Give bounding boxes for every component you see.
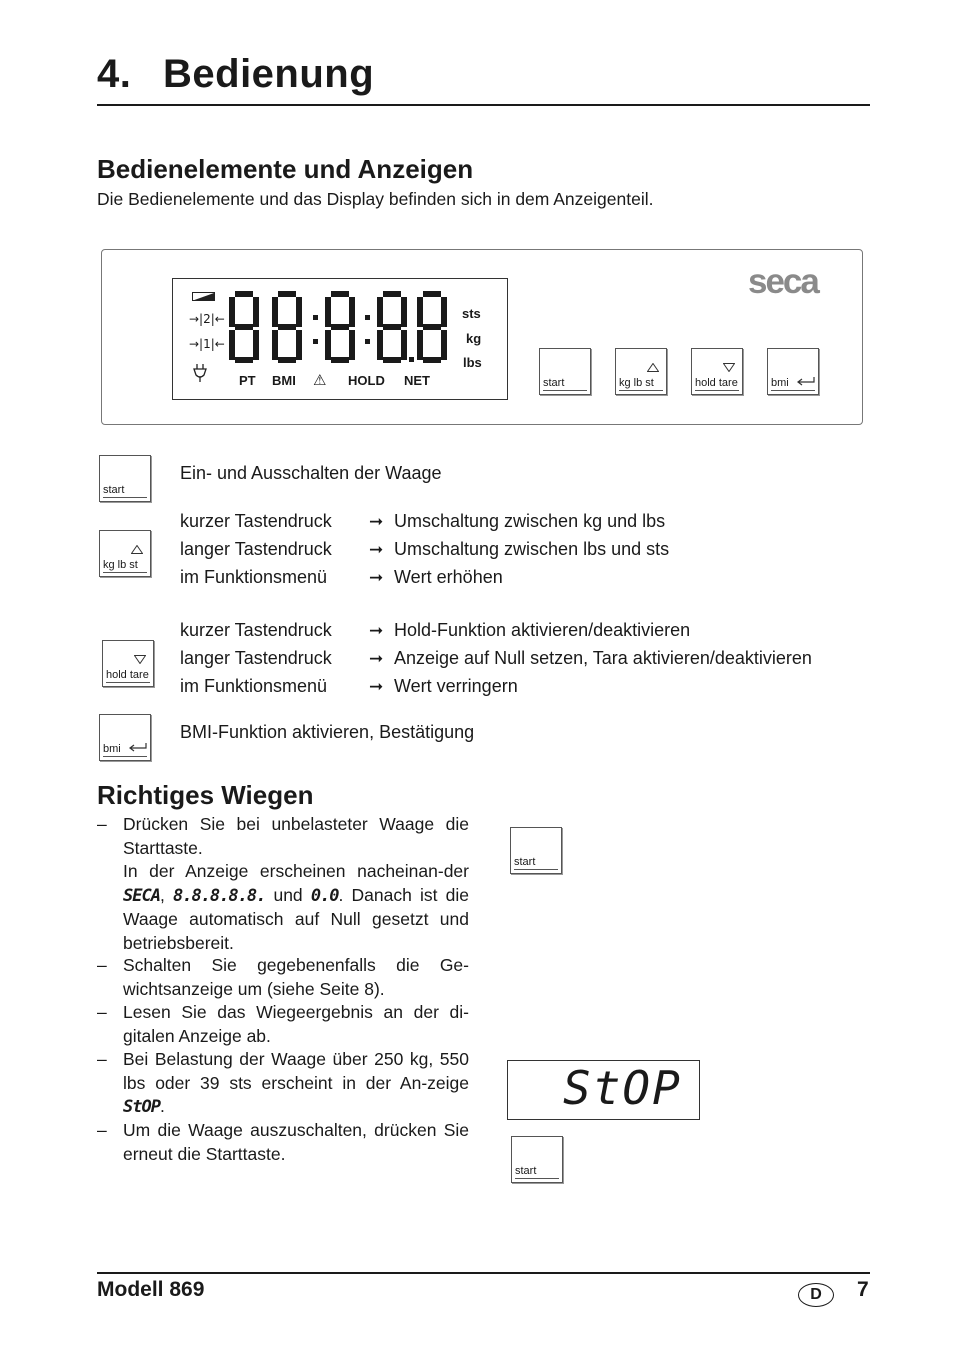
chapter-title: Bedienung (163, 52, 375, 96)
start-button[interactable] (539, 348, 591, 395)
arrow-icon: ➞ (369, 568, 384, 587)
start-button-illustration-1[interactable] (510, 827, 562, 874)
arrow-icon: ➞ (369, 649, 384, 668)
legend-bmi-text: BMI-Funktion aktivieren, Bestätigung (180, 722, 475, 742)
lcd-segment (383, 324, 401, 330)
list-item: – Schalten Sie gegebenenfalls die Ge-wichtsanzeige um (siehe Seite 8). (97, 954, 469, 1001)
list-item: – Lesen Sie das Wiegeergebnis an der di-gitalen Anzeige ab. (97, 1001, 469, 1048)
legend-hold-action-3: Wert verringern (394, 676, 518, 696)
arrow-icon: ➞ (369, 677, 384, 696)
list-item-text: Bei Belastung der Waage über 250 kg, 550 lbs oder 39 sts erscheint in der An-zeige StOP. (123, 1049, 469, 1117)
hold-tare-button[interactable] (691, 348, 743, 395)
legend-kg-action-1: Umschaltung zwischen kg und lbs (394, 511, 666, 531)
lcd-dot (365, 315, 370, 320)
kg-lb-st-label: kg lb st (619, 377, 654, 389)
lcd-segment (349, 297, 355, 327)
lcd-segment (401, 330, 407, 360)
indicator-net: NET (404, 373, 430, 388)
list-item-text: Um die Waage auszuschalten, drücken Sie erneut die Starttaste. (123, 1120, 469, 1164)
bmi-button[interactable] (767, 348, 819, 395)
indicator-pt: PT (239, 373, 256, 388)
lcd-dot (365, 339, 370, 344)
start-label: start (515, 1165, 537, 1177)
list-item-text: Drücken Sie bei unbelasteter Waage die Starttaste. (123, 814, 469, 858)
range-2-icon: →|2|← (189, 312, 225, 326)
seg-seca: SECA (123, 885, 160, 906)
seca-logo: seca (748, 262, 818, 301)
legend-hold-action-2: Anzeige auf Null setzen, Tara aktivieren/deaktivieren (394, 648, 812, 668)
legend-kg-label-1: kurzer Tastendruck (180, 511, 332, 531)
range-1-icon: →|1|← (189, 337, 225, 351)
title-rule (97, 104, 870, 106)
legend-kg-action-2: Umschaltung zwischen lbs und sts (394, 539, 670, 559)
enter-arrow-icon (128, 742, 148, 752)
lcd-digits (229, 291, 459, 369)
lcd-dot (409, 357, 414, 362)
lcd-segment (253, 330, 259, 360)
section-heading-weighing: Richtiges Wiegen (97, 780, 314, 810)
lcd-segment (349, 330, 355, 360)
list-item-text: Lesen Sie das Wiegeergebnis an der di-gitalen Anzeige ab. (123, 1002, 469, 1046)
footer-model: Modell 869 (97, 1278, 205, 1301)
legend-start-text: Ein- und Ausschalten der Waage (180, 463, 442, 483)
unit-lbs: lbs (463, 355, 482, 370)
lcd-segment (325, 330, 331, 360)
lcd-display (172, 278, 508, 400)
lcd-segment (331, 324, 349, 330)
indicator-bmi: BMI (272, 373, 296, 388)
section-heading-controls: Bedienelemente und Anzeigen (97, 154, 474, 184)
start-button-label: start (543, 377, 565, 389)
indicator-hold: HOLD (348, 373, 385, 388)
lcd-segment (235, 324, 253, 330)
legend-kg-action-3: Wert erhöhen (394, 567, 503, 587)
chapter-number: 4. (97, 52, 132, 96)
list-item: – Drücken Sie bei unbelasteter Waage die Starttaste. In der Anzeige erscheinen nacheinan-der SECA, 8.8.8.8.8. und 0.0. Danach ist die Waage automatisch auf Null gesetzt und betriebsbereit. (97, 813, 469, 955)
arrow-icon: ➞ (369, 512, 384, 531)
arrow-icon: ➞ (369, 621, 384, 640)
lcd-segment (377, 330, 383, 360)
legend-bmi-label: bmi (103, 743, 121, 755)
seg-stop: StOP (123, 1097, 160, 1117)
down-triangle-icon (723, 363, 735, 372)
legend-start-label: start (103, 484, 125, 496)
lcd-segment (383, 291, 401, 297)
lcd-segment (377, 297, 383, 327)
seg-zero: 0.0 (310, 885, 339, 906)
legend-hold-tare-label: hold tare (106, 669, 149, 681)
lcd-segment (441, 330, 447, 360)
page-title (97, 52, 374, 97)
section-intro: Die Bedienelemente und das Display befinden sich in dem Anzeigenteil. (97, 189, 654, 209)
up-triangle-icon (131, 545, 143, 554)
lcd-segment (331, 357, 349, 363)
seg-all-eights: 8.8.8.8.8. (172, 885, 266, 906)
legend-kg-lb-st-button[interactable] (99, 530, 151, 577)
lcd-segment (278, 357, 296, 363)
lcd-segment (331, 291, 349, 297)
lcd-segment (235, 357, 253, 363)
start-button-illustration-2[interactable] (511, 1136, 563, 1183)
lcd-segment (401, 297, 407, 327)
lcd-segment (417, 330, 423, 360)
lcd-segment (383, 357, 401, 363)
stop-display (507, 1060, 700, 1120)
legend-start-button[interactable] (99, 455, 151, 502)
lcd-segment (229, 330, 235, 360)
footer-rule (97, 1272, 870, 1274)
lcd-segment (272, 297, 278, 327)
lcd-segment (253, 297, 259, 327)
language-badge: D (798, 1283, 834, 1307)
lcd-segment (272, 330, 278, 360)
stop-display-text: StOP (563, 1061, 682, 1115)
lcd-segment (235, 291, 253, 297)
list-item-text: In der Anzeige erscheinen nacheinan-der SECA, 8.8.8.8.8. und 0.0. Danach ist die Waage automatisch auf Null gesetzt und betriebsbereit. (123, 861, 469, 953)
list-item: – Um die Waage auszuschalten, drücken Sie erneut die Starttaste. (97, 1119, 469, 1166)
lcd-segment (325, 297, 331, 327)
lcd-segment (296, 297, 302, 327)
lcd-dot (313, 315, 318, 320)
legend-hold-label-1: kurzer Tastendruck (180, 620, 332, 640)
lcd-segment (423, 324, 441, 330)
power-plug-icon (192, 363, 208, 383)
list-item-text: Schalten Sie gegebenenfalls die Ge-wichtsanzeige um (siehe Seite 8). (123, 955, 469, 999)
unit-sts: sts (462, 306, 481, 321)
bmi-label: bmi (771, 377, 789, 389)
legend-hold-label-2: langer Tastendruck (180, 648, 332, 668)
battery-icon (192, 292, 218, 302)
list-item: – Bei Belastung der Waage über 250 kg, 550 lbs oder 39 sts erscheint in der An-zeige StOP. (97, 1048, 469, 1120)
legend-bmi-button[interactable] (99, 714, 151, 761)
enter-arrow-icon (796, 376, 816, 386)
kg-lb-st-button[interactable] (615, 348, 667, 395)
lcd-segment (423, 291, 441, 297)
arrow-icon: ➞ (369, 540, 384, 559)
page-number: 7 (857, 1278, 869, 1301)
up-triangle-icon (647, 363, 659, 372)
legend-kg-label-3: im Funktionsmenü (180, 567, 328, 587)
lcd-segment (441, 297, 447, 327)
legend-hold-tare-button[interactable] (102, 640, 154, 687)
lcd-segment (296, 330, 302, 360)
lcd-segment (278, 291, 296, 297)
lcd-dot (313, 339, 318, 344)
unit-kg: kg (466, 331, 482, 346)
legend-hold-label-3: im Funktionsmenü (180, 676, 328, 696)
legend-kg-label-2: langer Tastendruck (180, 539, 332, 559)
lcd-segment (417, 297, 423, 327)
start-label: start (514, 856, 536, 868)
lcd-segment (278, 324, 296, 330)
lcd-segment (423, 357, 441, 363)
hold-tare-label: hold tare (695, 377, 738, 389)
lcd-segment (229, 297, 235, 327)
legend-hold-action-1: Hold-Funktion aktivieren/deaktivieren (394, 620, 691, 640)
legend-kg-lb-st-label: kg lb st (103, 559, 138, 571)
warning-icon: ⚠ (313, 372, 327, 389)
down-triangle-icon (134, 655, 146, 664)
